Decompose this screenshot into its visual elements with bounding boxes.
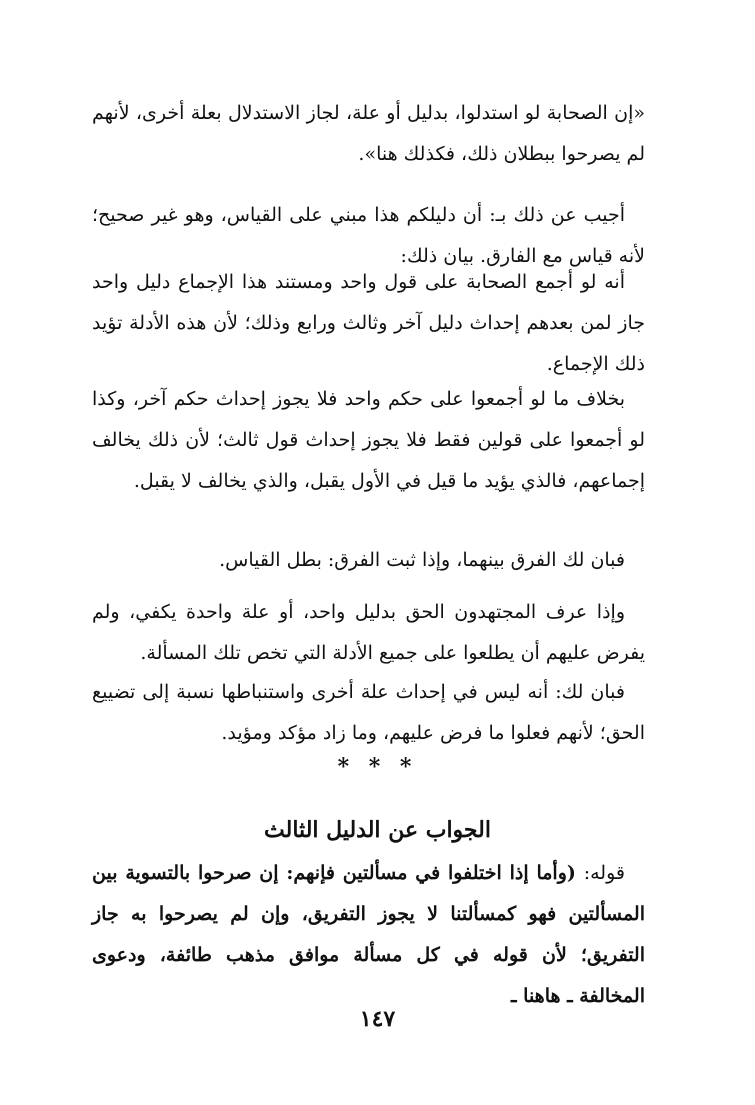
paragraph-mujtahid: وإذا عرف المجتهدون الحق بدليل واحد، أو علة واحدة يكفي، ولم يفرض عليهم أن يطلعوا على جميع الأدلة التي تخص تلك المسألة. <box>92 601 645 664</box>
paragraph-reply: أجيب عن ذلك بـ: أن دليلكم هذا مبني على القياس، وهو غير صحيح؛ لأنه قياس مع الفارق. بيان ذلك: <box>92 204 645 267</box>
paragraph-difference: فبان لك الفرق بينهما، وإذا ثبت الفرق: بطل القياس. <box>219 549 625 571</box>
section-separator: * * * <box>337 754 418 780</box>
section-heading: الجواب عن الدليل الثالث <box>264 817 491 843</box>
answer-body: (وأما إذا اختلفوا في مسألتين فإنهم: إن صرحوا بالتسوية بين المسألتين فهو كمسألتنا لا يجوز التفريق، وإن لم يصرحوا به جاز التفريق؛ لأن قوله في كل مسألة موافق مذهب طائفة، ودعوى المخالفة ـ هاهنا ـ <box>92 862 645 1007</box>
paragraph-explanation: أنه لو أجمع الصحابة على قول واحد ومستند هذا الإجماع دليل واحد جاز لمن بعدهم إحداث دليل آخر وثالث ورابع وذلك؛ لأن هذه الأدلة تؤيد ذلك الإجماع. <box>92 271 645 375</box>
answer-intro: قوله: <box>583 862 625 884</box>
page-number: ١٤٧ <box>359 1006 396 1032</box>
paragraph-conclusion: فبان لك: أنه ليس في إحداث علة أخرى واستنباطها نسبة إلى تضييع الحق؛ لأنهم فعلوا ما فرض عليهم، وما زاد مؤكد ومؤيد. <box>92 681 645 744</box>
paragraph-quote: «إن الصحابة لو استدلوا، بدليل أو علة، لجاز الاستدلال بعلة أخرى، لأنهم لم يصرحوا ببطلان ذلك، فكذلك هنا». <box>92 102 645 165</box>
paragraph-contrast: بخلاف ما لو أجمعوا على حكم واحد فلا يجوز إحداث حكم آخر، وكذا لو أجمعوا على قولين فقط فلا يجوز إحداث قول ثالث؛ لأن ذلك يخالف إجماعهم، فالذي يؤيد ما قيل في الأول يقبل، والذي يخالف لا يقبل. <box>92 388 645 492</box>
paragraph-answer <box>92 853 645 1017</box>
